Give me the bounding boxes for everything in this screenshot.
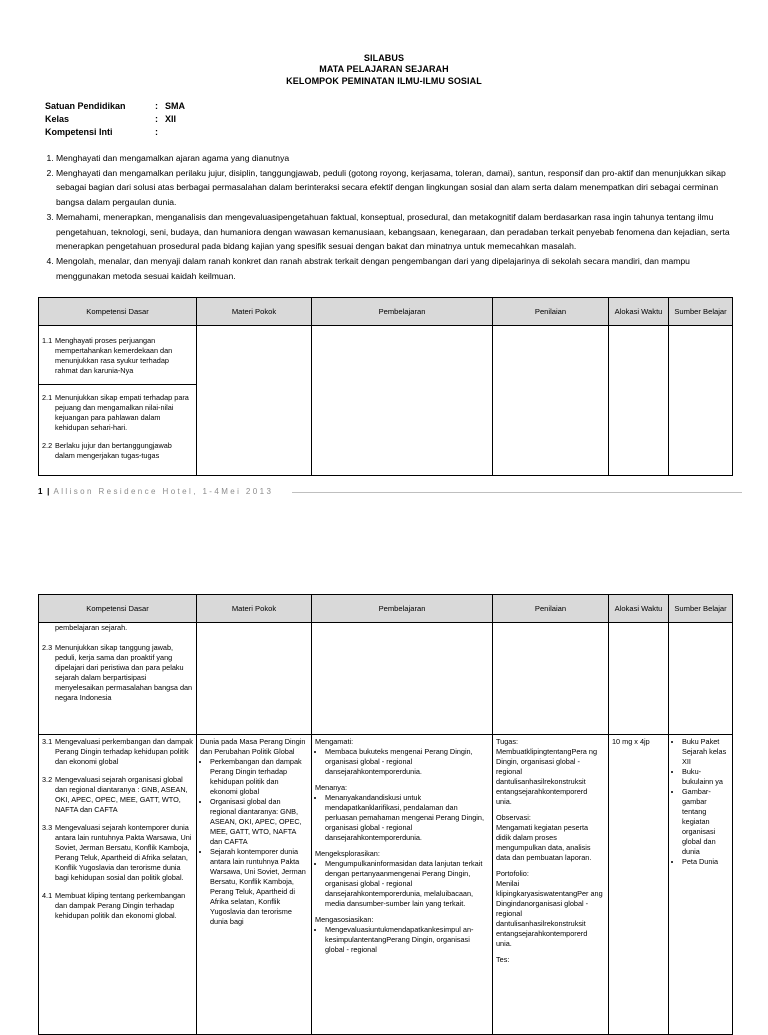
col-header-penilaian: Penilaian xyxy=(493,595,609,623)
footer-separator: | xyxy=(47,487,50,496)
syllabus-table-page1 xyxy=(38,297,733,476)
alokasi-cell xyxy=(609,735,669,1035)
pembelajaran-cell xyxy=(312,735,493,1035)
penilaian-label: Observasi: xyxy=(496,813,531,822)
col-header-pembelajaran: Pembelajaran xyxy=(312,298,493,326)
kd-num: 3.3 xyxy=(42,823,53,832)
pembelajaran-item: • Mengumpulkaninformasidan data lanjutan terkait dengan pertanyaanmengenai Perang Dingin, organisasi global - regional dansejarahkontemporerdunia, melaluibacaan, media dansumber-sumber lain yang terkait. xyxy=(325,859,489,909)
kd-num: 2.3 xyxy=(42,643,53,652)
kd-text: Menunjukkan sikap empati terhadap para pejuang dan mengamalkan nilai-nilai kejuangan para pahlawan dalam kehidupan sehari-hari. xyxy=(55,393,189,432)
identity-value: XII xyxy=(165,114,177,124)
pembelajaran-cell xyxy=(312,623,493,735)
kd-text: Mengevaluasi sejarah kontemporer dunia antara lain runtuhnya Pakta Warsawa, Uni Soviet, Jerman Bersatu, Konflik Kamboja, Perang Teluk, Apartheid di Afrika selatan, Konflik Yugoslavia dan terorisme dunia bagi kehidupan sosial dan politik global. xyxy=(55,823,192,882)
kd-cell xyxy=(39,326,197,476)
col-header-materi: Materi Pokok xyxy=(197,595,312,623)
pembelajaran-label: Mengamati: xyxy=(315,737,354,746)
ki-item: 3. Memahami, menerapkan, menganalisis dan mengevaluasipengetahuan faktual, konseptual, prosedural, dan metakognitif dalam berdasarkan rasa ingin tahunya tentang ilmu pengetahuan, teknologi, seni, budaya, dan humaniora dengan wawasan kemanusiaan, kebangsaan, kenegaraan, dan peradaban terkait penyebab fenomena dan kejadian, serta menerapkan pengetahuan prosedural pada bidang kajian yang spesifik sesuai dengan bakat dan minatnya untuk memecahkan masalah. xyxy=(56,210,746,254)
kd-cell xyxy=(39,623,197,735)
kd-cell xyxy=(39,735,197,1035)
identity-row xyxy=(45,114,176,124)
syllabus-table-page2 xyxy=(38,594,733,1035)
materi-title: Dunia pada Masa Perang Dingin dan Perubahan Politik Global xyxy=(200,737,306,756)
col-header-alokasi: Alokasi Waktu xyxy=(609,595,669,623)
ki-item: 2. Menghayati dan mengamalkan perilaku jujur, disiplin, tanggungjawab, peduli (gotong royong, kerjasama, toleran, damai), santun, responsif dan pro-aktif dan menunjukkan sikap sebagai bagian dari solusi atas berbagai permasalahan dalam berinteraksi secara efektif dengan lingkungan sosial dan alam serta dalam menempatkan diri sebagai cerminan bangsa dalam pergaulan dunia. xyxy=(56,166,746,210)
identity-value: SMA xyxy=(165,101,185,111)
identity-sep: : xyxy=(155,114,158,124)
pembelajaran-label: Mengasosiasikan: xyxy=(315,915,374,924)
materi-item: • Sejarah kontemporer dunia antara lain runtuhnya Pakta Warsawa, Uni Soviet, Jerman Bersatu, Konflik Kamboja, Perang Teluk, Apartheid di Afrika selatan, Konflik Yugoslavia dan terorisme dunia bagi xyxy=(210,847,308,927)
materi-cell xyxy=(197,735,312,1035)
kd-item xyxy=(42,336,193,376)
col-header-penilaian: Penilaian xyxy=(493,298,609,326)
penilaian-cell xyxy=(493,326,609,476)
identity-label: Kompetensi Inti xyxy=(45,127,113,137)
penilaian-text: Mengamati kegiatan peserta didik dalam proses mengumpulkan data, analisis data dan pembuatan laporan. xyxy=(496,823,592,862)
identity-row xyxy=(45,127,165,137)
kd-item xyxy=(42,891,193,921)
kd-item xyxy=(42,393,193,433)
pembelajaran-list xyxy=(315,747,489,777)
footer-text: Allison Residence Hotel, 1-4Mei 2013 xyxy=(53,487,274,496)
kd-continued: pembelajaran sejarah. xyxy=(55,623,128,632)
penilaian-label: Portofolio: xyxy=(496,869,529,878)
kd-text: Menghayati proses perjuangan mempertahankan kemerdekaan dan menunjukkan rasa syukur terhadap rahmat dan karunia-Nya xyxy=(55,336,173,375)
sumber-item: • Peta Dunia xyxy=(682,857,729,867)
kd-num: 2.2 xyxy=(42,441,53,450)
kd-item xyxy=(42,441,193,461)
ki-item: 4. Mengolah, menalar, dan menyaji dalam ranah konkret dan ranah abstrak terkait dengan pengembangan dari yang dipelajarinya di sekolah secara mandiri, dan mampu menggunakan metoda sesuai kaidah keilmuan. xyxy=(56,254,746,283)
sumber-cell xyxy=(669,326,733,476)
pembelajaran-list xyxy=(315,925,489,955)
col-header-kd: Kompetensi Dasar xyxy=(39,595,197,623)
col-header-sumber: Sumber Belajar xyxy=(669,595,733,623)
footer-rule xyxy=(292,492,742,493)
identity-sep: : xyxy=(155,127,158,137)
penilaian-cell xyxy=(493,735,609,1035)
sumber-list xyxy=(672,737,729,867)
pembelajaran-label: Mengeksplorasikan: xyxy=(315,849,380,858)
materi-list xyxy=(200,757,308,927)
kd-text: Berlaku jujur dan bertanggungjawab dalam mengerjakan tugas-tugas xyxy=(55,441,172,460)
kd-item xyxy=(42,737,193,767)
penilaian-cell xyxy=(493,623,609,735)
sumber-item: • Gambar-gambar tentang kegiatan organisasi global dan dunia xyxy=(682,787,729,857)
pembelajaran-list xyxy=(315,859,489,909)
kd-num: 2.1 xyxy=(42,393,53,402)
kd-text: Menunjukkan sikap tanggung jawab, peduli, kerja sama dan proaktif yang dipelajari dari peristiwa dan para pelaku sejarah dalam berpartisipasi menyelesaikan permasalahan bangsa dan negara Indonesia xyxy=(55,643,193,702)
pembelajaran-item: • Menanyakandandiskusi untuk mendapatkanklarifikasi, pendalaman dan perluasan pemahaman mengenai Perang Dingin, organisasi global - regional dansejarahkontemporerdunia. xyxy=(325,793,489,843)
identity-label: Satuan Pendidikan xyxy=(45,101,126,111)
col-header-alokasi: Alokasi Waktu xyxy=(609,298,669,326)
kd-text: Mengevaluasi sejarah organisasi global dan regional diantaranya : GNB, ASEAN, OKI, APEC, OPEC, MEE, GATT, WTO, NAFTA dan CAFTA xyxy=(55,775,188,814)
kd-num: 4.1 xyxy=(42,891,53,900)
kd-item xyxy=(42,643,193,703)
sumber-item: • Buku Paket Sejarah kelas XII xyxy=(682,737,729,767)
penilaian-label: Tugas: xyxy=(496,737,519,746)
pembelajaran-item: • Mengevaluasiuntukmendapatkankesimpul an-kesimpulantentangPerang Dingin, organisasi global - regional xyxy=(325,925,489,955)
identity-row xyxy=(45,101,185,111)
page-footer xyxy=(38,487,273,496)
col-header-kd: Kompetensi Dasar xyxy=(39,298,197,326)
kd-num: 3.2 xyxy=(42,775,53,784)
kd-text: Membuat kliping tentang perkembangan dan dampak Perang Dingin terhadap kehidupan politik dan ekonomi global. xyxy=(55,891,186,920)
sumber-item: • Buku-bukulainn ya xyxy=(682,767,729,787)
materi-cell xyxy=(197,623,312,735)
doc-subject: MATA PELAJARAN SEJARAH xyxy=(319,64,449,74)
identity-label: Kelas xyxy=(45,114,70,124)
penilaian-label: Tes: xyxy=(496,955,510,964)
pembelajaran-label: Menanya: xyxy=(315,783,348,792)
penilaian-text: Menilai klipingkaryasiswatentangPer ang Dingindanorganisasi global - regional dantulisanhasilrekonstruksit entangsejarahkontemporerd unia. xyxy=(496,879,603,948)
materi-item: • Organisasi global dan regional diantaranya: GNB, ASEAN, OKI, APEC, OPEC, MEE, GATT, WTO, NAFTA dan CAFTA xyxy=(210,797,308,847)
alokasi-value: 10 mg x 4jp xyxy=(612,737,650,746)
identity-sep: : xyxy=(155,101,158,111)
materi-cell xyxy=(197,326,312,476)
alokasi-cell xyxy=(609,623,669,735)
col-header-pembelajaran: Pembelajaran xyxy=(312,595,493,623)
pembelajaran-cell xyxy=(312,326,493,476)
materi-item: • Perkembangan dan dampak Perang Dingin terhadap kehidupan politik dan ekonomi global xyxy=(210,757,308,797)
col-header-materi: Materi Pokok xyxy=(197,298,312,326)
kd-num: 3.1 xyxy=(42,737,53,746)
pembelajaran-item: • Membaca bukuteks mengenai Perang Dingin, organisasi global - regional dansejarahkontemporerdunia. xyxy=(325,747,489,777)
pembelajaran-list xyxy=(315,793,489,843)
kd-text: Mengevaluasi perkembangan dan dampak Perang Dingin terhadap kehidupan politik dan ekonomi global xyxy=(55,737,193,766)
alokasi-cell xyxy=(609,326,669,476)
kd-item xyxy=(42,823,193,883)
sumber-cell xyxy=(669,735,733,1035)
ki-item: 1. Menghayati dan mengamalkan ajaran agama yang dianutnya xyxy=(56,151,746,166)
kd-num: 1.1 xyxy=(42,336,53,345)
penilaian-text: MembuatklipingtentangPera ng Dingin, organisasi global - regional dantulisanhasilrekonstruksit entangsejarahkontemporerd unia. xyxy=(496,747,598,806)
col-header-sumber: Sumber Belajar xyxy=(669,298,733,326)
kompetensi-inti-list xyxy=(42,151,746,283)
kd-item xyxy=(42,775,193,815)
doc-group: KELOMPOK PEMINATAN ILMU-ILMU SOSIAL xyxy=(286,76,482,86)
footer-page-number: 1 xyxy=(38,487,43,496)
sumber-cell xyxy=(669,623,733,735)
doc-title: SILABUS xyxy=(363,53,405,63)
